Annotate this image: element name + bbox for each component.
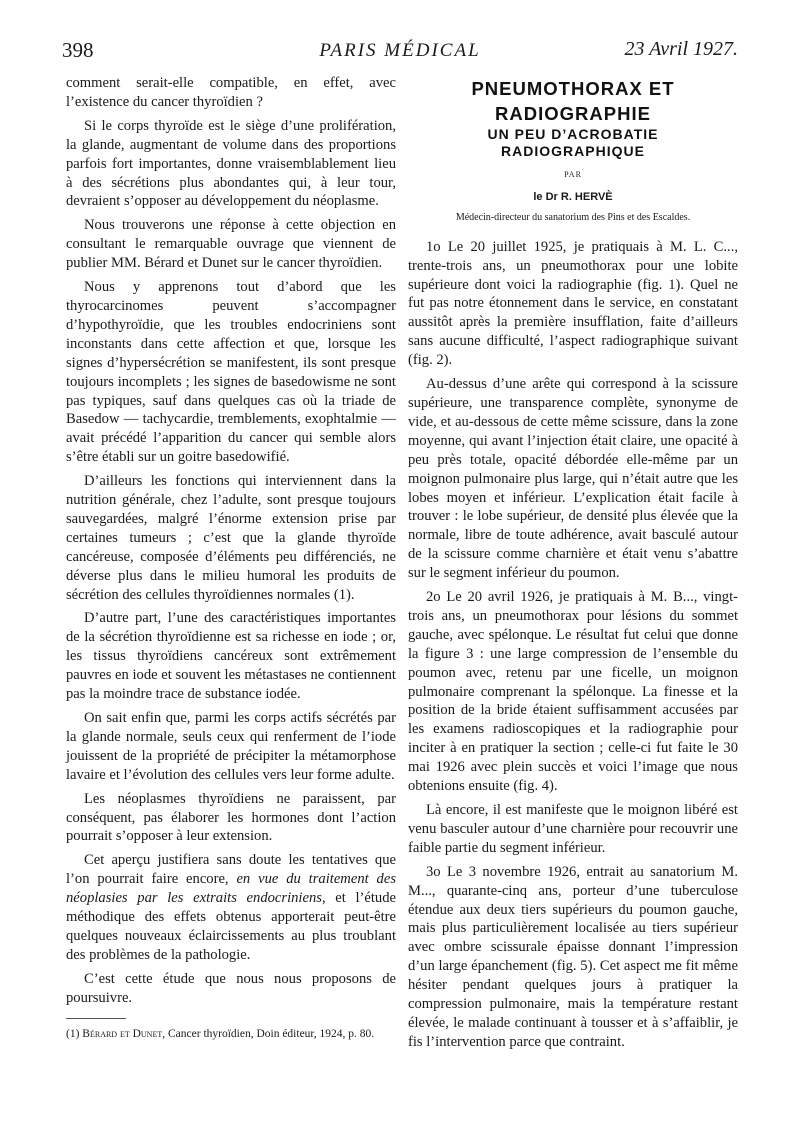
- paragraph: Au-dessus d’une arête qui correspond à la scissure supérieure, une transparence complète, synonyme de vide, et au-dessous de cette même scissure, dans la zone moyenne, qui avant l’injection était claire, une opacité à peu près totale, opacité débordée elle-même par un moignon pulmonaire plus large, qui n’était autre que les lobes moyen et inférieur. L’explication était facile à trouver : le lobe supérieur, de densité plus élevée que la normale, libre de toute adhérence, avait basculé autour de la scissure comme charnière et était venu s’abattre sur le segment inférieur du poumon.: [408, 376, 738, 582]
- paragraph: 1o Le 20 juillet 1925, je pratiquais à M. L. C..., trente-trois ans, un pneumothorax pour une lobite supérieure dont voici la radiographie (fig. 1). Quel ne fut pas notre étonnement dans le service, en constatant aussitôt après la première insufflation, faite d’ailleurs sans aucune difficulté, l’aspect radiographique suivant (fig. 2).: [408, 238, 738, 369]
- paragraph: 2o Le 20 avril 1926, je pratiquais à M. B..., vingt-trois ans, un pneumothorax pour lésions du sommet gauche, avec spélonque. Le résultat fut celui que donne la figure 3 : une large compression de l’ensemble du poumon avec, retenu par une ficelle, un moignon pulmonaire comprenant la spélonque. La finesse et la position de la bride étaient suffisamment accusées par les examens radioscopiques et la radiographie pour inciter à en pratiquer la section ; celle-ci fut faite le 30 mai 1926 avec plein succès et voici l’image que nous obtenions ensuite (fig. 4).: [408, 589, 738, 795]
- page-header: [62, 38, 738, 68]
- paragraph: Nous y apprenons tout d’abord que les thyrocarcinomes peuvent s’accompagner d’hypothyroïdie, que les troubles endocriniens sont inconstants dans cette affection et que, lorsque les signes d’hypersécrétion se manifestent, ils sont presque toujours incomplets ; les signes de basedowisme ne sont pas typiques, sauf dans quelques cas où la triade de Basedow — tachycardie, tremblements, exophtalmie — avait précédé l’apparition du cancer qui semble alors s’être établi sur un goitre basedowifié.: [66, 279, 396, 466]
- byline-par: PAR: [564, 170, 582, 179]
- footnote-authors: Bérard et Dunet: [82, 1027, 163, 1040]
- text-run: Cet aperçu justifiera sans doute les tentatives que l’on pourrait faire encore,: [66, 852, 396, 888]
- article-subtitle-line-2: RADIOGRAPHIQUE: [501, 143, 645, 159]
- article-subtitle-line-1: UN PEU D’ACROBATIE: [487, 126, 659, 142]
- paragraph: [66, 851, 396, 964]
- left-column: [66, 74, 396, 1041]
- issue-date: 23 Avril 1927.: [624, 38, 738, 60]
- italic-text: en vue du traitement des néoplasies par les extraits endocriniens: [66, 871, 396, 907]
- article-title-line-1: PNEUMOTHORAX ET: [471, 78, 675, 99]
- article-title-line-2: RADIOGRAPHIE: [495, 103, 651, 124]
- author-affiliation: Médecin-directeur du sanatorium des Pins et des Escaldes.: [455, 211, 691, 223]
- paragraph: Là encore, il est manifeste que le moignon libéré est venu basculer autour d’une charnière pour recouvrir une faible partie du segment inférieur.: [408, 802, 738, 856]
- paragraph: On sait enfin que, parmi les corps actifs sécrétés par la glande normale, seuls ceux qui renferment de l’iode jouissent de la propriété de précipiter la métamorphose lavaire et l’évolution des cellules vers leur forme adulte.: [66, 710, 396, 783]
- paragraph: Les néoplasmes thyroïdiens ne paraissent, par conséquent, pas élaborer les hormones dont l’action pourrait s’opposer à leur extension.: [66, 790, 396, 845]
- footnote: [66, 1027, 396, 1041]
- right-column: [408, 74, 738, 1057]
- journal-title: PARIS MÉDICAL: [319, 40, 481, 61]
- footnote-divider: [66, 1018, 126, 1019]
- author-name: le Dr R. HERVÈ: [533, 190, 613, 203]
- text-run: , et l’étude méthodique des effets obtenus apporterait peut-être quelques nouveaux éclaircissements au plus troublant des problèmes de la pathologie.: [66, 890, 396, 963]
- paragraph: Si le corps thyroïde est le siège d’une prolifération, la glande, augmentant de volume dans des proportions parfois fort importantes, donne vraisemblablement lieu à des sécrétions plus abondantes qui, à leur tour, devraient s’opposer au développement du néoplasme.: [66, 117, 396, 210]
- paragraph: 3o Le 3 novembre 1926, entrait au sanatorium M. M..., quarante-cinq ans, porteur d’une tuberculose étendue aux deux tiers supérieurs du poumon gauche, mais plus particulièrement localisée au tiers supérieur avec ombre scissurale épaisse donnant l’impression d’un large épanchement (fig. 5). Cet aspect me fit même hésiter pendant quelques jours à pratiquer la compression pulmonaire, mais la température restant élevée, le malade continuant à tousser et à s’affaiblir, je fis l’intervention parce que contraint.: [408, 863, 738, 1050]
- footnote-text: , Cancer thyroïdien, Doin éditeur, 1924, p. 80.: [162, 1027, 375, 1040]
- paragraph: D’ailleurs les fonctions qui interviennent dans la nutrition générale, chez l’adulte, sont presque toujours sauvegardées, malgré l’énorme extension prise par certaines tumeurs ; c’est que la glande thyroïde cancéreuse, composée d’éléments peu différenciés, ne déverse plus dans le milieu humoral les produits de sécrétion des cellules thyroïdiennes normales (1).: [66, 473, 396, 603]
- paragraph: comment serait-elle compatible, en effet, avec l’existence du cancer thyroïdien ?: [66, 75, 396, 110]
- paragraph: C’est cette étude que nous nous proposons de poursuivre.: [66, 970, 396, 1006]
- paragraph: Nous trouverons une réponse à cette objection en consultant le remarquable ouvrage que viennent de publier MM. Bérard et Dunet sur le cancer thyroïdien.: [66, 217, 396, 272]
- footnote-marker: (1): [66, 1027, 80, 1040]
- page-number: 398: [62, 38, 94, 62]
- paragraph: D’autre part, l’une des caractéristiques importantes de la sécrétion thyroïdienne est sa richesse en iode ; or, les tissus thyroïdiens cancéreux sont extrêmement pauvres en iode et souvent les métastases ne contiennent pas la moindre trace de substance iodée.: [66, 610, 396, 703]
